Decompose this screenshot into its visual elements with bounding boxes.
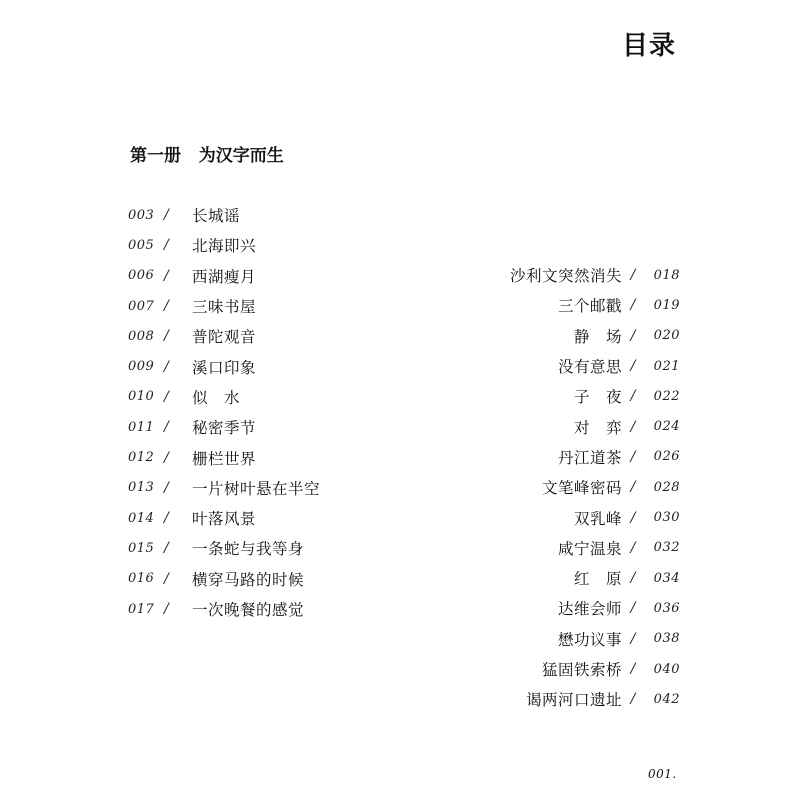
toc-separator: / — [164, 540, 169, 557]
toc-entry — [128, 230, 320, 260]
toc-page-number: 013 — [128, 480, 155, 496]
toc-page-number: 003 — [128, 207, 155, 223]
toc-entry — [380, 502, 680, 532]
toc-entry — [128, 261, 320, 291]
toc-entry — [128, 594, 320, 624]
toc-title: 一片树叶悬在半空 — [192, 479, 321, 498]
toc-page-number: 022 — [653, 388, 680, 404]
toc-entry — [128, 412, 320, 442]
toc-title: 懋功议事 — [557, 630, 622, 649]
toc-title: 红 原 — [573, 570, 622, 589]
toc-separator: / — [164, 328, 169, 345]
toc-entry — [380, 260, 680, 290]
toc-title: 三味书屋 — [192, 298, 257, 317]
toc-title: 对 弈 — [573, 418, 622, 437]
toc-title: 叶落风景 — [192, 510, 257, 529]
toc-entry — [380, 321, 680, 351]
toc-title: 一次晚餐的感觉 — [192, 601, 305, 619]
toc-page-number: 028 — [653, 479, 680, 495]
toc-separator: / — [164, 388, 169, 405]
toc-page-number: 040 — [653, 661, 680, 677]
toc-separator: / — [630, 297, 636, 314]
toc-separator: / — [630, 418, 636, 435]
toc-entry — [380, 381, 680, 411]
toc-page-number: 030 — [653, 510, 680, 526]
toc-title: 双乳峰 — [573, 509, 622, 528]
toc-page-number: 032 — [653, 540, 680, 556]
toc-entry — [380, 472, 680, 502]
toc-page-number: 024 — [653, 419, 680, 435]
toc-title: 猛固铁索桥 — [541, 661, 622, 679]
toc-entry — [380, 563, 680, 593]
toc-title: 一条蛇与我等身 — [192, 540, 305, 559]
toc-entry — [380, 290, 680, 320]
toc-page-number: 021 — [653, 358, 680, 374]
toc-title: 子 夜 — [573, 388, 622, 407]
toc-separator: / — [164, 298, 169, 315]
page-number: 001. — [648, 767, 677, 781]
toc-separator: / — [630, 267, 636, 284]
toc-title: 似 水 — [192, 388, 241, 407]
toc-entry — [380, 624, 680, 654]
toc-page-number: 038 — [653, 631, 680, 647]
toc-separator: / — [630, 479, 636, 496]
toc-entry — [128, 564, 320, 594]
toc-entry — [128, 351, 320, 381]
toc-page-number: 042 — [653, 691, 680, 707]
toc-separator: / — [164, 601, 169, 617]
toc-page-number: 007 — [128, 298, 155, 314]
toc-title: 长城谣 — [192, 207, 241, 226]
toc-separator: / — [164, 570, 169, 587]
toc-separator: / — [164, 358, 169, 375]
toc-page-number: 010 — [128, 389, 155, 405]
section-name: 为汉字而生 — [198, 146, 284, 166]
toc-entry — [128, 382, 320, 412]
toc-title: 普陀观音 — [192, 328, 257, 347]
toc-title: 三个邮戳 — [557, 297, 622, 316]
toc-separator: / — [630, 600, 636, 617]
toc-separator: / — [164, 419, 169, 436]
toc-separator: / — [164, 510, 169, 527]
section-label: 第一册 — [130, 146, 181, 166]
toc-title: 丹江道茶 — [557, 448, 622, 467]
toc-title: 沙利文突然消失 — [509, 267, 622, 286]
toc-page-number: 008 — [128, 328, 155, 344]
toc-title: 溪口印象 — [192, 358, 257, 377]
toc-separator: / — [630, 509, 636, 526]
toc-title: 谒两河口遗址 — [525, 691, 622, 710]
toc-entry — [380, 533, 680, 563]
toc-entry — [380, 411, 680, 441]
toc-left-column — [128, 200, 320, 624]
toc-page-number: 020 — [653, 328, 680, 344]
toc-title: 没有意思 — [557, 358, 622, 377]
toc-title: 横穿马路的时候 — [192, 570, 305, 589]
toc-entry — [128, 533, 320, 563]
toc-page-number: 026 — [653, 449, 680, 465]
toc-title: 栅栏世界 — [192, 449, 257, 468]
toc-entry — [128, 291, 320, 321]
toc-separator: / — [630, 358, 636, 375]
toc-page-number: 019 — [653, 297, 680, 313]
toc-entry — [128, 200, 320, 230]
toc-title: 西湖瘦月 — [192, 267, 257, 286]
toc-title: 静 场 — [573, 327, 622, 346]
toc-page-number: 034 — [653, 570, 680, 586]
toc-right-column — [380, 260, 680, 714]
toc-separator: / — [164, 479, 169, 496]
toc-separator: / — [164, 207, 169, 224]
toc-page-number: 036 — [653, 600, 680, 616]
toc-entry — [380, 684, 680, 714]
toc-page-number: 012 — [128, 450, 155, 466]
toc-page-number: 014 — [128, 510, 155, 526]
toc-entry — [128, 321, 320, 351]
section-heading — [130, 141, 284, 166]
toc-separator: / — [164, 267, 169, 284]
toc-entry — [128, 503, 320, 533]
toc-entry — [128, 442, 320, 472]
toc-separator: / — [164, 237, 169, 254]
toc-separator: / — [630, 630, 636, 647]
toc-separator: / — [630, 661, 636, 677]
toc-entry — [380, 654, 680, 684]
toc-separator: / — [630, 691, 636, 708]
toc-page-number: 015 — [128, 540, 155, 556]
toc-page-number: 016 — [128, 571, 155, 587]
toc-page-number: 018 — [653, 267, 680, 283]
page-title: 目录 — [621, 31, 676, 61]
toc-separator: / — [630, 388, 636, 405]
toc-separator: / — [630, 448, 636, 465]
toc-separator: / — [630, 539, 636, 556]
toc-page-number: 017 — [128, 601, 155, 617]
toc-separator: / — [630, 570, 636, 587]
toc-page-number: 005 — [128, 237, 155, 253]
toc-separator: / — [630, 327, 636, 344]
toc-title: 北海即兴 — [192, 237, 257, 256]
toc-title: 秘密季节 — [192, 419, 257, 438]
toc-title: 文笔峰密码 — [541, 479, 622, 498]
toc-entry — [380, 593, 680, 623]
toc-entry — [128, 473, 320, 503]
toc-entry — [380, 351, 680, 381]
toc-page-number: 009 — [128, 359, 155, 375]
toc-title: 达维会师 — [557, 600, 622, 619]
toc-entry — [380, 442, 680, 472]
toc-separator: / — [164, 449, 169, 466]
toc-page-number: 011 — [128, 419, 155, 435]
toc-page-number: 006 — [128, 268, 155, 284]
toc-title: 咸宁温泉 — [557, 539, 622, 558]
